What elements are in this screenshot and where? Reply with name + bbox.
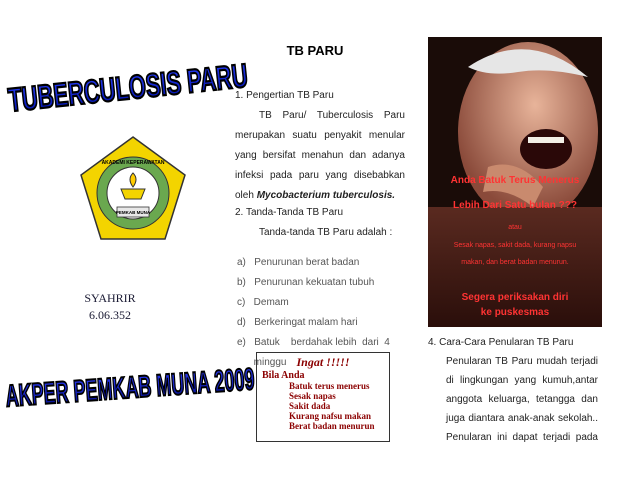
wordart-title-text: TUBERCULOSIS PARU	[6, 57, 250, 119]
overlay-advice-2: ke puskesmas	[480, 307, 550, 318]
transmission-line: Penularan TB Paru mudah terjadi	[446, 356, 598, 367]
warning-item: Sakit dada	[289, 401, 331, 411]
bacterium-name: Mycobacterium tuberculosis.	[256, 190, 396, 201]
list-item: minggu	[237, 357, 287, 368]
academy-emblem	[77, 133, 189, 245]
list-item: c) Demam	[237, 297, 289, 308]
warning-heading: Ingat !!!!!	[296, 355, 350, 369]
overlay-symptoms-2: makan, dan berat badan menurun.	[461, 259, 569, 266]
emblem-banner-text: PEMKAB MUNA	[115, 210, 151, 215]
author-id: 6.06.352	[89, 308, 131, 322]
signs-intro: Tanda-tanda TB Paru adalah :	[259, 227, 393, 238]
warning-item: Kurang nafsu makan	[289, 411, 372, 421]
author-block	[60, 290, 160, 324]
section-definition	[235, 86, 405, 206]
definition-line: infeksi pada paru yang disebabkan	[235, 170, 405, 181]
definition-prefix: oleh	[235, 190, 257, 201]
warning-item: Batuk terus menerus	[289, 381, 370, 391]
wordart-institution	[4, 357, 256, 417]
section-transmission	[428, 333, 598, 447]
list-item: e) Batuk berdahak lebih dari 4	[237, 337, 390, 348]
definition-line: yang bersifat menahun dan adanya	[235, 150, 405, 161]
wordart-institution-text: AKPER PEMKAB MUNA 2009	[4, 362, 256, 414]
list-item: d) Berkeringat malam hari	[237, 317, 358, 328]
page-title: TB PARU	[286, 43, 344, 58]
emblem-ring-text: AKADEMI KEPERAWATAN	[101, 160, 165, 166]
list-item: a) Penurunan berat badan	[237, 257, 360, 268]
overlay-or: atau	[508, 224, 522, 231]
coughing-man-photo	[428, 37, 602, 327]
warning-item: Sesak napas	[289, 391, 336, 401]
warning-box	[256, 352, 390, 442]
overlay-question-1: Anda Batuk Terus Menerus	[450, 175, 580, 186]
overlay-advice-1: Segera periksakan diri	[461, 292, 569, 303]
section-signs	[235, 203, 410, 243]
list-item: b) Penurunan kekuatan tubuh	[237, 277, 375, 288]
overlay-question-2: Lebih Dari Satu bulan ???	[453, 200, 577, 211]
warning-item: Berat badan menurun	[289, 421, 375, 431]
overlay-symptoms-1: Sesak napas, sakit dada, kurang napsu	[453, 242, 577, 249]
definition-line: merupakan suatu penyakit menular	[235, 130, 405, 141]
transmission-line: di lingkungan yang kumuh,antar	[446, 375, 598, 386]
section-heading: 4. Cara-Cara Penularan TB Paru	[428, 337, 574, 348]
transmission-line: Penularan ini dapat terjadi pada	[446, 432, 598, 443]
definition-line: TB Paru/ Tuberculosis Paru	[259, 110, 405, 121]
transmission-line: juga diantara anak-anak sekolah..	[446, 413, 598, 424]
section-heading: 1. Pengertian TB Paru	[235, 90, 334, 101]
section-heading: 2. Tanda-Tanda TB Paru	[235, 207, 344, 218]
transmission-line: anggota keluarga, tetangga dan	[446, 394, 598, 405]
wordart-title-logo	[6, 48, 250, 120]
warning-intro: Bila Anda	[262, 370, 305, 381]
author-name: SYAHRIR	[84, 291, 136, 305]
